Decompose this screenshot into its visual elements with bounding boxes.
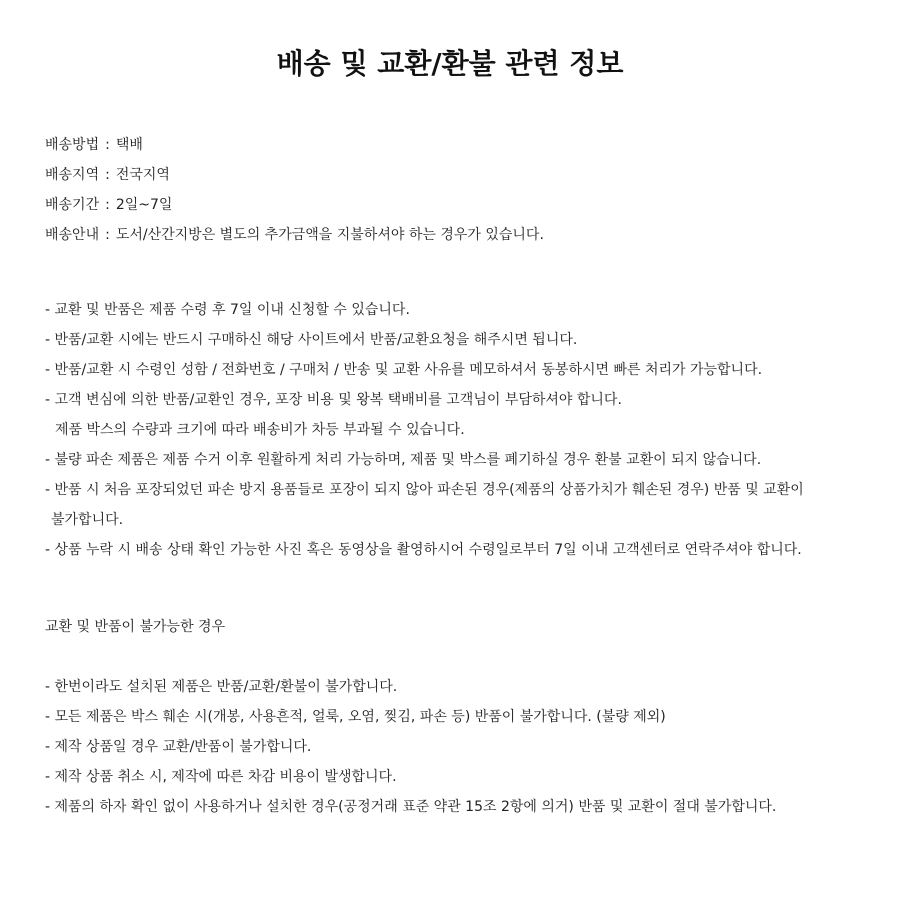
shipping-guide-row bbox=[45, 220, 875, 250]
note-line: - 반품/교환 시 수령인 성함 / 전화번호 / 구매처 / 반송 및 교환 사유를 메모하셔서 동봉하시면 빠른 처리가 가능합니다. bbox=[45, 362, 763, 378]
exchange-notes bbox=[45, 295, 875, 565]
note-line: - 불량 파손 제품은 제품 수거 이후 원활하게 처리 가능하며, 제품 및 박스를 폐기하실 경우 환불 교환이 되지 않습니다. bbox=[45, 452, 762, 468]
separator: : bbox=[105, 167, 110, 183]
restriction-item: - 제작 상품 취소 시, 제작에 따른 차감 비용이 발생합니다. bbox=[45, 769, 397, 785]
note-line: - 고객 변심에 의한 반품/교환인 경우, 포장 비용 및 왕복 택배비를 고객님이 부담하셔야 합니다. bbox=[45, 392, 622, 408]
separator: : bbox=[105, 137, 110, 153]
note-line: - 교환 및 반품은 제품 수령 후 7일 이내 신청할 수 있습니다. bbox=[45, 302, 410, 318]
note-line-continuation: 불가합니다. bbox=[51, 512, 124, 528]
restriction-item: - 제작 상품일 경우 교환/반품이 불가합니다. bbox=[45, 739, 312, 755]
note-line: - 상품 누락 시 배송 상태 확인 가능한 사진 혹은 동영상을 촬영하시어 수령일로부터 7일 이내 고객센터로 연락주셔야 합니다. bbox=[45, 542, 802, 558]
shipping-info bbox=[45, 130, 875, 250]
separator: : bbox=[105, 227, 110, 243]
restrictions-heading: 교환 및 반품이 불가능한 경우 bbox=[45, 619, 226, 635]
shipping-region-label: 배송지역 bbox=[45, 167, 100, 183]
shipping-period-value: 2일~7일 bbox=[115, 197, 173, 213]
shipping-region-row bbox=[45, 160, 875, 190]
restriction-item: - 제품의 하자 확인 없이 사용하거나 설치한 경우(공정거래 표준 약관 15조 2항에 의거) 반품 및 교환이 절대 불가합니다. bbox=[45, 799, 777, 815]
separator: : bbox=[105, 197, 110, 213]
restriction-item: - 한번이라도 설치된 제품은 반품/교환/환불이 불가합니다. bbox=[45, 679, 398, 695]
note-line: - 반품 시 처음 포장되었던 파손 방지 용품들로 포장이 되지 않아 파손된 경우(제품의 상품가치가 훼손된 경우) 반품 및 교환이 bbox=[45, 482, 804, 498]
shipping-region-value: 전국지역 bbox=[115, 167, 170, 183]
shipping-method-value: 택배 bbox=[115, 137, 143, 153]
shipping-period-row bbox=[45, 190, 875, 220]
restriction-item: - 모든 제품은 박스 훼손 시(개봉, 사용흔적, 얼룩, 오염, 찢김, 파손 등) 반품이 불가합니다. (불량 제외) bbox=[45, 709, 666, 725]
page-title: 배송 및 교환/환불 관련 정보 bbox=[276, 47, 624, 80]
shipping-method-label: 배송방법 bbox=[45, 137, 100, 153]
note-line: - 반품/교환 시에는 반드시 구매하신 해당 사이트에서 반품/교환요청을 해주시면 됩니다. bbox=[45, 332, 578, 348]
shipping-method-row bbox=[45, 130, 875, 160]
restrictions-list bbox=[45, 672, 875, 822]
shipping-guide-label: 배송안내 bbox=[45, 227, 100, 243]
shipping-period-label: 배송기간 bbox=[45, 197, 100, 213]
shipping-guide-value: 도서/산간지방은 별도의 추가금액을 지불하셔야 하는 경우가 있습니다. bbox=[115, 227, 544, 243]
note-line-continuation: 제품 박스의 수량과 크기에 따라 배송비가 차등 부과될 수 있습니다. bbox=[55, 422, 465, 438]
